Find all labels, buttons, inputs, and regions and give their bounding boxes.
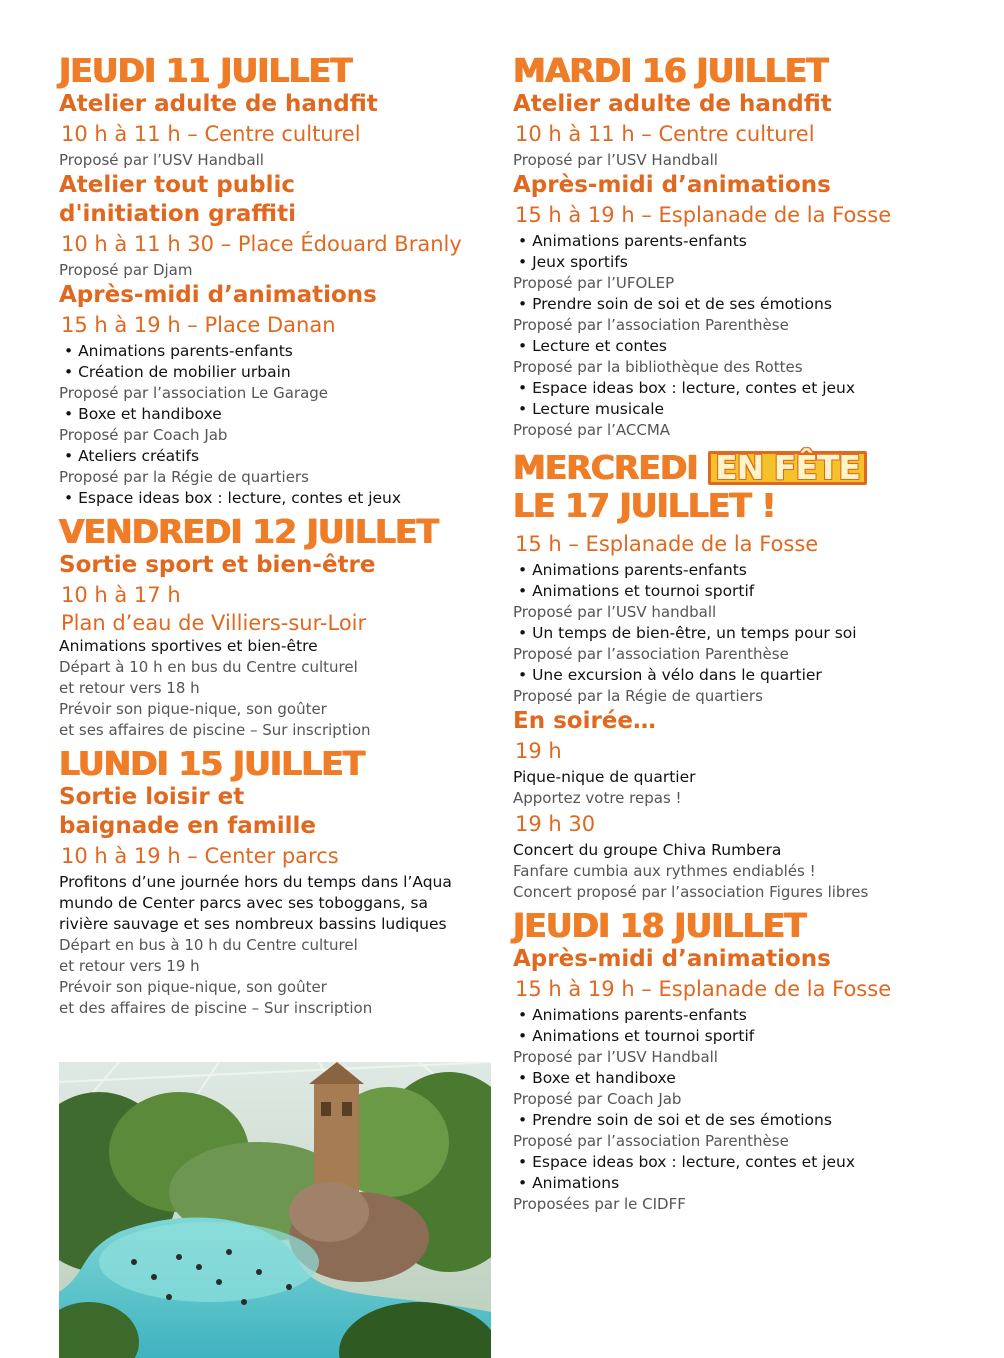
info-line: Départ en bus à 10 h du Centre culturel xyxy=(59,936,358,954)
event-description: Concert du groupe Chiva Rumbera xyxy=(513,841,782,859)
info-line: et des affaires de piscine – Sur inscription xyxy=(59,999,373,1017)
organizer: Proposé par la Régie de quartiers xyxy=(513,687,763,705)
activity-item: • Boxe et handiboxe xyxy=(64,405,222,423)
info-line: et retour vers 19 h xyxy=(59,957,200,975)
evening-title: En soirée… xyxy=(513,708,657,734)
event-time: 15 h à 19 h – Esplanade de la Fosse xyxy=(515,203,892,227)
event-time: 15 h à 19 h – Place Danan xyxy=(61,313,336,337)
event-time: 15 h – Esplanade de la Fosse xyxy=(515,532,819,556)
activity-item: • Lecture et contes xyxy=(518,337,667,355)
organizer: Proposé par l’association Parenthèse xyxy=(513,645,789,663)
organizer: Proposé par l’USV Handball xyxy=(513,1048,718,1066)
activity-item: • Animations parents-enfants xyxy=(518,561,747,579)
organizer: Proposé par l’association Parenthèse xyxy=(513,316,789,334)
aquamundo-photo xyxy=(59,1062,491,1358)
activity-item: • Boxe et handiboxe xyxy=(518,1069,676,1087)
info-line: Fanfare cumbia aux rythmes endiablés ! xyxy=(513,862,816,880)
event-time: 15 h à 19 h – Esplanade de la Fosse xyxy=(515,977,892,1001)
event-description: Pique-nique de quartier xyxy=(513,768,696,786)
event-title: Atelier tout public xyxy=(59,172,295,198)
event-title: Sortie loisir et xyxy=(59,784,245,810)
pool-illustration xyxy=(59,1062,491,1358)
activity-item: • Animations et tournoi sportif xyxy=(518,1027,755,1045)
event-title: Atelier adulte de handfit xyxy=(59,91,378,117)
organizer: Proposé par Coach Jab xyxy=(513,1090,682,1108)
event-time: 10 h à 11 h – Centre culturel xyxy=(61,122,361,146)
info-line: Apportez votre repas ! xyxy=(513,789,682,807)
organizer: Proposé par l’USV Handball xyxy=(513,151,718,169)
event-title: Sortie sport et bien-être xyxy=(59,552,376,578)
event-location: Plan d’eau de Villiers-sur-Loir xyxy=(61,611,367,635)
organizer: Proposé par l’ACCMA xyxy=(513,421,671,439)
activity-item: • Espace ideas box : lecture, contes et jeux xyxy=(518,379,856,397)
activity-item: • Animations parents-enfants xyxy=(518,232,747,250)
activity-item: • Création de mobilier urbain xyxy=(64,363,291,381)
organizer: Proposé par l’USV Handball xyxy=(59,151,264,169)
activity-item: • Jeux sportifs xyxy=(518,253,628,271)
day-heading-mercredi-17 xyxy=(513,449,983,487)
day-heading-mardi-16: MARDI 16 JUILLET xyxy=(513,51,828,90)
activity-item: • Animations parents-enfants xyxy=(64,342,293,360)
organizer: Proposé par l’UFOLEP xyxy=(513,274,675,292)
activity-item: • Une excursion à vélo dans le quartier xyxy=(518,666,822,684)
activity-item: • Animations parents-enfants xyxy=(518,1006,747,1024)
activity-item: • Prendre soin de soi et de ses émotions xyxy=(518,295,832,313)
event-title: baignade en famille xyxy=(59,813,317,839)
organizer: Proposé par la Régie de quartiers xyxy=(59,468,309,486)
event-title: Atelier adulte de handfit xyxy=(513,91,832,117)
activity-item: • Lecture musicale xyxy=(518,400,665,418)
organizer: Proposé par la bibliothèque des Rottes xyxy=(513,358,803,376)
info-line: et ses affaires de piscine – Sur inscription xyxy=(59,721,371,739)
organizer: Proposées par le CIDFF xyxy=(513,1195,686,1213)
event-description: rivière sauvage et ses nombreux bassins ludiques xyxy=(59,915,447,933)
activity-item: • Animations et tournoi sportif xyxy=(518,582,755,600)
activity-item: • Animations xyxy=(518,1174,620,1192)
event-title: Après-midi d’animations xyxy=(513,946,831,972)
event-title: d'initiation graffiti xyxy=(59,201,296,227)
info-line: Concert proposé par l’association Figures libres xyxy=(513,883,869,901)
info-line: Prévoir son pique-nique, son goûter xyxy=(59,700,327,718)
organizer: Proposé par l’association Le Garage xyxy=(59,384,329,402)
event-time: 10 h à 11 h 30 – Place Édouard Branly xyxy=(61,232,462,256)
activity-item: • Ateliers créatifs xyxy=(64,447,200,465)
event-title: Après-midi d’animations xyxy=(513,172,831,198)
event-title: Après-midi d’animations xyxy=(59,282,377,308)
right-column xyxy=(513,52,983,1215)
event-time: 19 h 30 xyxy=(515,812,596,836)
day-heading-jeudi-18: JEUDI 18 JUILLET xyxy=(513,906,806,945)
day-heading-lundi-15: LUNDI 15 JUILLET xyxy=(59,744,365,783)
info-line: et retour vers 18 h xyxy=(59,679,200,697)
event-description: Profitons d’une journée hors du temps dans l’Aqua xyxy=(59,873,452,891)
organizer: Proposé par l’USV handball xyxy=(513,603,717,621)
day-heading-vendredi-12: VENDREDI 12 JUILLET xyxy=(59,512,439,551)
organizer: Proposé par Coach Jab xyxy=(59,426,228,444)
event-time: 19 h xyxy=(515,739,562,763)
activity-item: • Un temps de bien-être, un temps pour soi xyxy=(518,624,857,642)
event-description: mundo de Center parcs avec ses toboggans, sa xyxy=(59,894,428,912)
event-description: Animations sportives et bien-être xyxy=(59,637,318,655)
day-name: MERCREDI xyxy=(513,448,698,487)
info-line: Départ à 10 h en bus du Centre culturel xyxy=(59,658,358,676)
event-time: 10 h à 19 h – Center parcs xyxy=(61,844,339,868)
en-fete-badge: EN FÊTE xyxy=(708,451,867,485)
day-heading-jeudi-11: JEUDI 11 JUILLET xyxy=(59,51,352,90)
activity-item: • Espace ideas box : lecture, contes et jeux xyxy=(64,489,402,507)
organizer: Proposé par Djam xyxy=(59,261,193,279)
info-line: Prévoir son pique-nique, son goûter xyxy=(59,978,327,996)
event-time: 10 h à 11 h – Centre culturel xyxy=(515,122,815,146)
activity-item: • Espace ideas box : lecture, contes et jeux xyxy=(518,1153,856,1171)
event-time: 10 h à 17 h xyxy=(61,583,181,607)
left-column xyxy=(59,52,489,1019)
organizer: Proposé par l’association Parenthèse xyxy=(513,1132,789,1150)
day-date: LE 17 JUILLET ! xyxy=(513,486,776,525)
activity-item: • Prendre soin de soi et de ses émotions xyxy=(518,1111,832,1129)
